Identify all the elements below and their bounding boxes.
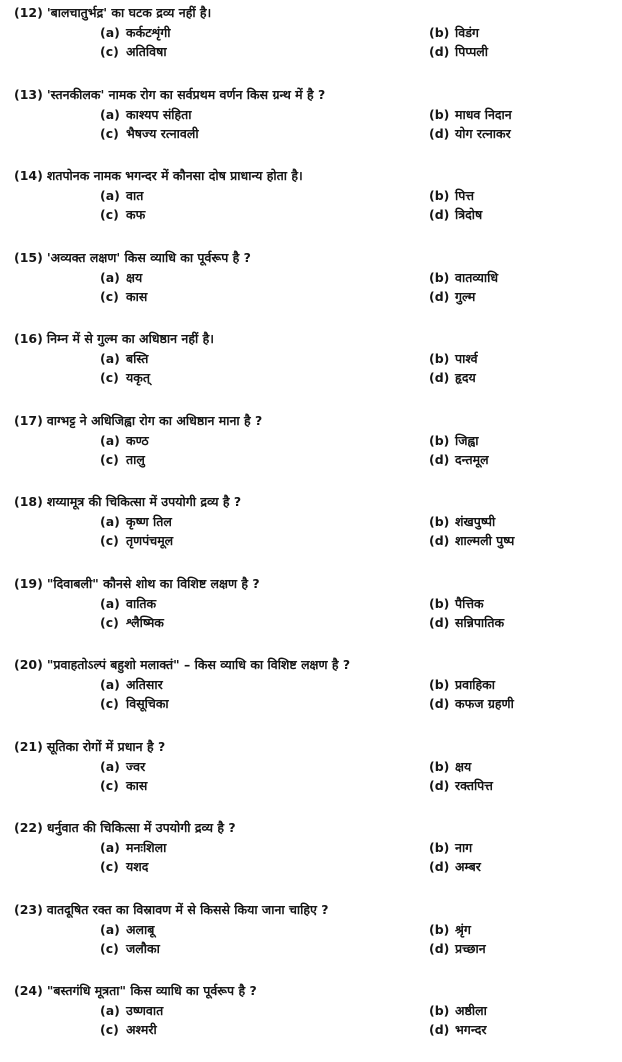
question-number: (23): [14, 901, 43, 917]
option-text: भगन्दर: [455, 1022, 487, 1037]
option-letter: (a): [100, 758, 120, 774]
option-text: कर्कटशृंगी: [126, 25, 171, 40]
option-text: मनःशिला: [126, 840, 167, 855]
option-text: तालु: [126, 451, 145, 467]
question-number: (15): [14, 249, 43, 265]
option-letter: (b): [429, 921, 450, 937]
answer-option: [429, 368, 476, 387]
question-number: (24): [14, 983, 43, 998]
option-letter: (a): [100, 351, 120, 366]
question-text: "दिवाबली" कौनसे शोथ का विशिष्ट लक्षण है ?: [46, 575, 260, 591]
option-text: दन्तमूल: [455, 451, 489, 467]
question-text: "प्रवाहतोऽल्पं बहुशो मलाक्तं" – किस व्याधि का विशिष्ट लक्षण है ?: [46, 657, 351, 672]
option-letter: (b): [429, 106, 450, 122]
option-text: रक्तपित्त: [455, 777, 493, 793]
answer-option: [429, 287, 475, 306]
option-letter: (a): [100, 25, 120, 40]
answer-option: [429, 42, 488, 61]
answer-option: [100, 1001, 163, 1020]
answer-option: [100, 205, 145, 224]
option-row: [14, 450, 608, 469]
question-line: [14, 654, 608, 675]
answer-option: [100, 186, 143, 205]
option-row: [14, 349, 608, 368]
question-block: [14, 491, 608, 573]
question-text: वातदूषित रक्त का विस्रावण में से किससे किया जाना चाहिए ?: [46, 901, 329, 917]
option-text: काश्यप संहिता: [126, 106, 192, 122]
option-letter: (b): [429, 269, 450, 285]
question-number: (13): [14, 86, 43, 102]
option-row: [14, 776, 608, 795]
option-text: कफ: [126, 207, 146, 222]
option-letter: (c): [100, 288, 119, 304]
option-text: पिप्पली: [455, 44, 489, 59]
answer-option: [100, 23, 170, 42]
option-row: [14, 268, 608, 287]
question-line: [14, 899, 608, 920]
question-text: 'बालचातुर्भद्र' का घटक द्रव्य नहीं है।: [46, 5, 212, 20]
question-number: (18): [14, 494, 43, 509]
option-text: वात: [126, 188, 144, 203]
option-letter: (c): [100, 451, 119, 467]
option-letter: (b): [429, 595, 450, 611]
answer-option: [429, 23, 479, 42]
option-row: [14, 205, 608, 224]
option-letter: (c): [100, 940, 119, 956]
question-block: [14, 654, 608, 736]
option-text: वातव्याधि: [455, 269, 499, 285]
question-text: निम्न में से गुल्म का अधिष्ठान नहीं है।: [46, 331, 214, 346]
option-text: अम्बर: [455, 859, 481, 874]
question-number: (22): [14, 820, 43, 835]
answer-option: [100, 124, 199, 143]
answer-option: [429, 594, 484, 613]
option-row: [14, 694, 608, 713]
option-letter: (c): [100, 533, 119, 548]
option-letter: (a): [100, 269, 120, 285]
option-letter: (d): [429, 44, 450, 59]
option-letter: (d): [429, 696, 450, 711]
option-text: कफज ग्रहणी: [455, 696, 514, 711]
option-letter: (c): [100, 859, 119, 874]
answer-option: [429, 920, 471, 939]
option-row: [14, 857, 608, 876]
answer-option: [100, 939, 160, 958]
answer-option: [100, 857, 148, 876]
option-letter: (d): [429, 370, 450, 385]
option-text: बस्ति: [126, 351, 149, 366]
option-letter: (c): [100, 696, 119, 711]
option-letter: (a): [100, 432, 120, 448]
option-text: कृष्ण तिल: [126, 514, 172, 529]
question-line: [14, 165, 608, 186]
question-text: शय्यामूत्र की चिकित्सा में उपयोगी द्रव्य है ?: [46, 494, 242, 509]
question-block: [14, 736, 608, 818]
question-line: [14, 980, 608, 1001]
question-block: [14, 410, 608, 492]
answer-option: [100, 776, 147, 795]
question-block: [14, 165, 608, 247]
option-row: [14, 757, 608, 776]
question-block: [14, 899, 608, 981]
option-text: अतिविषा: [126, 44, 167, 59]
option-text: श्रृंग: [455, 921, 471, 937]
option-row: [14, 939, 608, 958]
answer-option: [429, 186, 474, 205]
option-row: [14, 368, 608, 387]
question-text: सूतिका रोगों में प्रधान है ?: [46, 738, 166, 754]
option-text: हृदय: [455, 370, 476, 385]
question-text: वाग्भट्ट ने अधिजिह्वा रोग का अधिष्ठान माना है ?: [46, 412, 263, 428]
option-letter: (b): [429, 840, 450, 855]
option-row: [14, 1020, 608, 1039]
answer-option: [100, 42, 167, 61]
question-block: [14, 2, 608, 84]
option-letter: (b): [429, 514, 450, 529]
option-text: अश्मरी: [126, 1022, 157, 1037]
answer-option: [429, 1001, 487, 1020]
answer-option: [100, 431, 149, 450]
option-text: पित्त: [455, 188, 474, 203]
option-text: गुल्म: [455, 288, 476, 304]
option-text: सन्निपातिक: [455, 614, 505, 630]
option-text: विसूचिका: [126, 696, 169, 711]
option-letter: (a): [100, 188, 120, 203]
option-letter: (b): [429, 188, 450, 203]
answer-option: [100, 287, 147, 306]
option-row: [14, 920, 608, 939]
question-number: (12): [14, 5, 43, 20]
option-text: शाल्मली पुष्प: [455, 533, 515, 548]
answer-option: [429, 613, 504, 632]
option-letter: (d): [429, 207, 450, 222]
option-row: [14, 431, 608, 450]
answer-option: [100, 268, 142, 287]
answer-option: [429, 939, 486, 958]
answer-option: [429, 857, 481, 876]
question-text: "बस्तगंधि मूत्रता" किस व्याधि का पूर्वरूप है ?: [46, 983, 257, 998]
option-letter: (a): [100, 514, 120, 529]
option-letter: (c): [100, 370, 119, 385]
option-letter: (a): [100, 921, 120, 937]
option-letter: (c): [100, 614, 119, 630]
option-text: नाग: [455, 840, 473, 855]
option-letter: (d): [429, 288, 450, 304]
option-letter: (b): [429, 25, 450, 40]
option-letter: (a): [100, 840, 120, 855]
answer-option: [100, 613, 164, 632]
question-number: (20): [14, 657, 43, 672]
option-text: भैषज्य रत्नावली: [126, 125, 199, 141]
question-line: [14, 328, 608, 349]
option-row: [14, 124, 608, 143]
option-row: [14, 287, 608, 306]
answer-option: [429, 694, 514, 713]
answer-option: [429, 124, 511, 143]
option-row: [14, 1001, 608, 1020]
answer-option: [100, 838, 166, 857]
answer-option: [100, 675, 163, 694]
option-letter: (d): [429, 533, 450, 548]
option-text: उष्णवात: [126, 1003, 164, 1018]
option-text: प्रवाहिका: [455, 677, 496, 692]
answer-option: [429, 776, 493, 795]
option-letter: (d): [429, 451, 450, 467]
option-row: [14, 613, 608, 632]
option-row: [14, 594, 608, 613]
option-letter: (a): [100, 595, 120, 611]
question-block: [14, 247, 608, 329]
option-text: ज्वर: [126, 758, 146, 774]
question-text: 'अव्यक्त लक्षण' किस व्याधि का पूर्वरूप है ?: [46, 249, 251, 265]
option-text: यशद: [126, 859, 149, 874]
option-row: [14, 186, 608, 205]
question-number: (17): [14, 412, 43, 428]
option-text: माधव निदान: [455, 106, 512, 122]
question-number: (14): [14, 168, 43, 183]
option-text: पार्श्व: [455, 351, 478, 366]
option-text: यकृत्: [126, 370, 150, 385]
option-row: [14, 105, 608, 124]
option-letter: (a): [100, 106, 120, 122]
option-row: [14, 512, 608, 531]
question-block: [14, 980, 608, 1062]
option-text: जिह्वा: [455, 432, 479, 448]
question-line: [14, 84, 608, 105]
option-row: [14, 838, 608, 857]
option-text: वातिक: [126, 595, 157, 611]
option-text: अतिसार: [126, 677, 163, 692]
question-line: [14, 491, 608, 512]
option-letter: (a): [100, 1003, 120, 1018]
answer-option: [429, 531, 514, 550]
question-number: (21): [14, 738, 43, 754]
question-text: धर्नुवात की चिकित्सा में उपयोगी द्रव्य है ?: [46, 820, 236, 835]
option-text: योग रत्नाकर: [455, 125, 511, 141]
answer-option: [429, 675, 495, 694]
answer-option: [100, 105, 192, 124]
question-line: [14, 2, 608, 23]
option-letter: (d): [429, 125, 450, 141]
question-line: [14, 736, 608, 757]
option-letter: (d): [429, 614, 450, 630]
option-text: अष्ठीला: [455, 1003, 487, 1018]
option-letter: (d): [429, 777, 450, 793]
option-text: विडंग: [455, 25, 479, 40]
question-block: [14, 84, 608, 166]
question-text: शतपोनक नामक भगन्दर में कौनसा दोष प्राधान्य होता है।: [46, 168, 303, 183]
question-line: [14, 410, 608, 431]
option-letter: (a): [100, 677, 120, 692]
option-text: कण्ठ: [126, 432, 149, 448]
option-letter: (c): [100, 44, 119, 59]
answer-option: [429, 105, 512, 124]
option-row: [14, 675, 608, 694]
question-block: [14, 328, 608, 410]
option-letter: (c): [100, 125, 119, 141]
option-text: कास: [126, 288, 148, 304]
answer-option: [429, 431, 479, 450]
option-text: त्रिदोष: [455, 207, 483, 222]
option-text: शंखपुष्पी: [455, 514, 496, 529]
answer-option: [429, 1020, 486, 1039]
option-text: क्षय: [455, 758, 472, 774]
question-number: (19): [14, 575, 43, 591]
answer-option: [429, 450, 489, 469]
answer-option: [429, 205, 482, 224]
answer-option: [429, 838, 472, 857]
option-text: पैत्तिक: [455, 595, 484, 611]
question-line: [14, 573, 608, 594]
question-block: [14, 573, 608, 655]
answer-option: [100, 1020, 157, 1039]
option-letter: (b): [429, 432, 450, 448]
option-letter: (b): [429, 351, 450, 366]
option-letter: (d): [429, 940, 450, 956]
answer-option: [100, 531, 173, 550]
option-text: प्रच्छान: [455, 940, 486, 956]
answer-option: [100, 757, 145, 776]
option-row: [14, 23, 608, 42]
answer-option: [100, 512, 172, 531]
answer-option: [429, 268, 498, 287]
question-block: [14, 817, 608, 899]
answer-option: [429, 512, 495, 531]
option-text: जलौका: [126, 940, 160, 956]
answer-option: [100, 594, 156, 613]
answer-option: [429, 757, 471, 776]
option-row: [14, 42, 608, 61]
option-text: तृणपंचमूल: [126, 533, 174, 548]
answer-option: [100, 368, 150, 387]
option-text: श्लैष्मिक: [126, 614, 164, 630]
option-letter: (d): [429, 1022, 450, 1037]
option-letter: (b): [429, 1003, 450, 1018]
answer-option: [100, 450, 145, 469]
option-letter: (c): [100, 207, 119, 222]
answer-option: [100, 694, 169, 713]
question-text: 'स्तनकीलक' नामक रोग का सर्वप्रथम वर्णन किस ग्रन्थ में है ?: [46, 86, 326, 102]
question-line: [14, 817, 608, 838]
answer-option: [100, 920, 154, 939]
question-number: (16): [14, 331, 43, 346]
option-letter: (b): [429, 677, 450, 692]
option-letter: (c): [100, 1022, 119, 1037]
option-letter: (c): [100, 777, 119, 793]
option-letter: (d): [429, 859, 450, 874]
answer-option: [429, 349, 478, 368]
option-letter: (b): [429, 758, 450, 774]
question-line: [14, 247, 608, 268]
option-row: [14, 531, 608, 550]
option-text: क्षय: [126, 269, 143, 285]
option-text: कास: [126, 777, 148, 793]
option-text: अलाबू: [126, 921, 155, 937]
answer-option: [100, 349, 148, 368]
